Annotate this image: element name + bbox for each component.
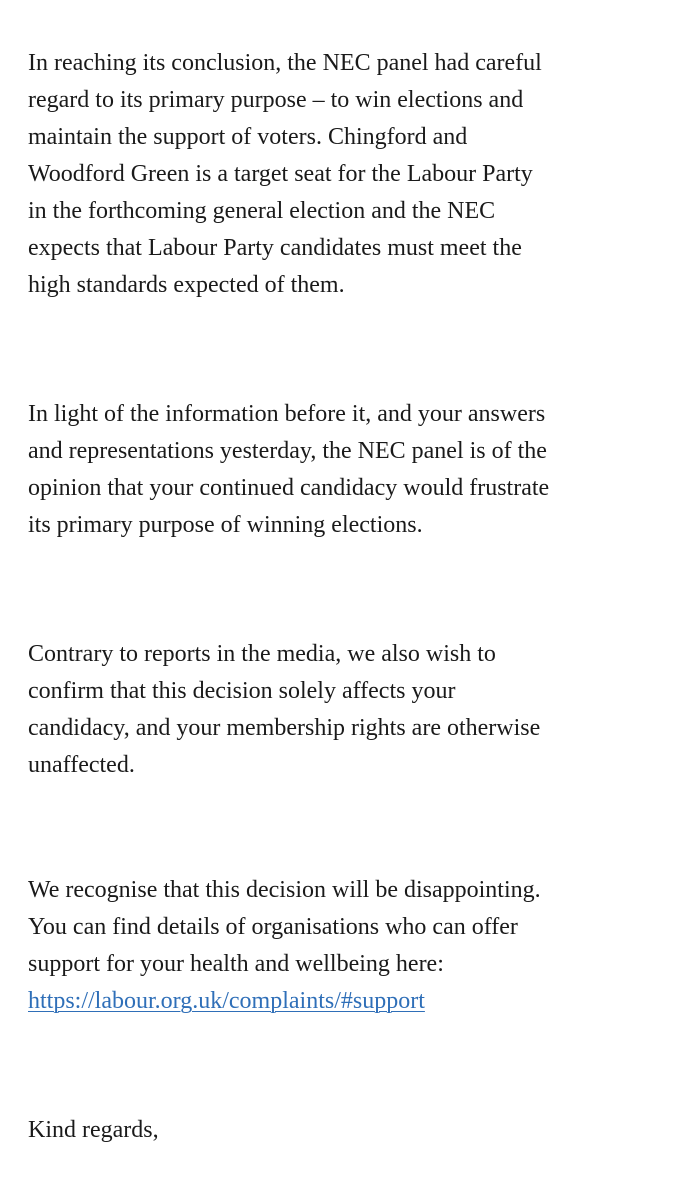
text-line: In light of the information before it, and your answers [28,401,546,427]
text-line: candidacy, and your membership rights are otherwise [28,715,541,741]
support-link[interactable]: https://labour.org.uk/complaints/#support [28,988,425,1014]
text-line: expects that Labour Party candidates must meet the [28,235,522,261]
text-line: and representations yesterday, the NEC panel is of the [28,438,547,464]
letter-body [28,0,668,1200]
paragraph-support [28,872,668,1020]
text-line: in the forthcoming general election and the NEC [28,198,496,224]
text-line: unaffected. [28,752,135,778]
text-line: support for your health and wellbeing here: [28,951,444,977]
text-line: confirm that this decision solely affects your [28,678,456,704]
text-line: its primary purpose of winning elections. [28,512,423,538]
text-line: maintain the support of voters. Chingford and [28,124,468,150]
closing-text: Kind regards, [28,1117,159,1143]
paragraph-nec-opinion [28,396,668,544]
text-line: You can find details of organisations who can offer [28,914,518,940]
text-line [28,983,668,1020]
text-line: We recognise that this decision will be disappointing. [28,877,541,903]
text-line: opinion that your continued candidacy would frustrate [28,475,550,501]
paragraph-membership-rights [28,636,668,784]
closing-salutation [28,1112,668,1149]
text-line: In reaching its conclusion, the NEC panel had careful [28,50,542,76]
text-line: Contrary to reports in the media, we also wish to [28,641,496,667]
text-line: high standards expected of them. [28,272,345,298]
text-line: Woodford Green is a target seat for the Labour Party [28,161,533,187]
text-line: regard to its primary purpose – to win elections and [28,87,524,113]
paragraph-nec-conclusion [28,45,668,304]
